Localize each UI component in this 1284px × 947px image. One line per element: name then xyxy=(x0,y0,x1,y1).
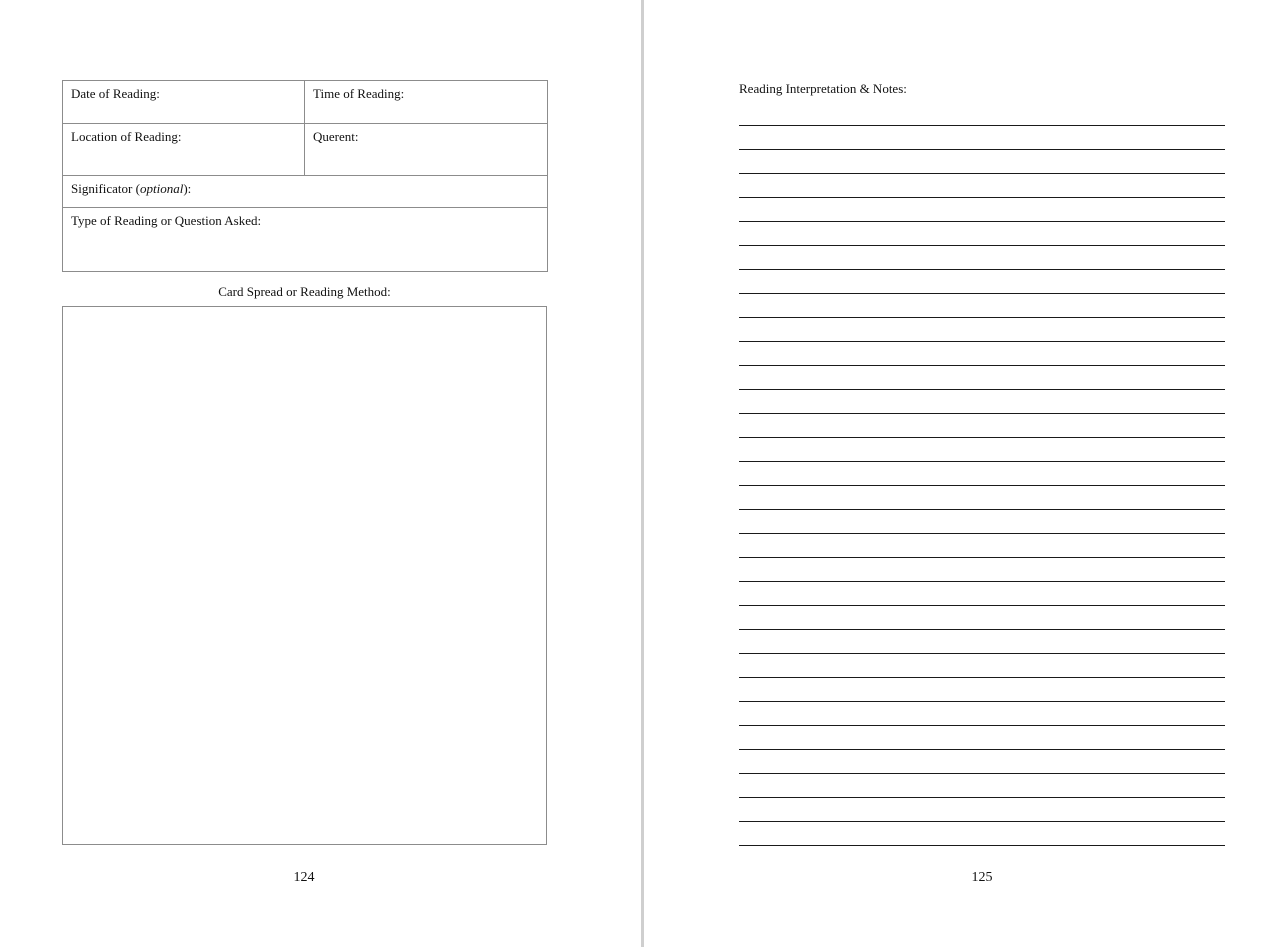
question-asked-field[interactable] xyxy=(63,208,548,272)
notes-line[interactable] xyxy=(739,798,1225,822)
notes-line[interactable] xyxy=(739,174,1225,198)
significator-field[interactable] xyxy=(63,176,548,208)
notes-line[interactable] xyxy=(739,750,1225,774)
date-of-reading-label: Date of Reading: xyxy=(71,86,160,101)
notes-line[interactable] xyxy=(739,414,1225,438)
notes-line[interactable] xyxy=(739,534,1225,558)
location-of-reading-label: Location of Reading: xyxy=(71,129,182,144)
notes-line[interactable] xyxy=(739,342,1225,366)
notes-line[interactable] xyxy=(739,630,1225,654)
page-number-left: 124 xyxy=(293,870,315,885)
notes-line[interactable] xyxy=(739,198,1225,222)
notes-line[interactable] xyxy=(739,462,1225,486)
notes-line[interactable] xyxy=(739,222,1225,246)
notes-line[interactable] xyxy=(739,366,1225,390)
left-page xyxy=(0,0,641,947)
notes-line[interactable] xyxy=(739,390,1225,414)
notes-line[interactable] xyxy=(739,558,1225,582)
notes-line[interactable] xyxy=(739,126,1225,150)
card-spread-label: Card Spread or Reading Method: xyxy=(218,284,391,299)
location-of-reading-field[interactable] xyxy=(63,124,305,176)
notes-line[interactable] xyxy=(739,606,1225,630)
date-of-reading-field[interactable] xyxy=(63,81,305,124)
time-of-reading-label: Time of Reading: xyxy=(313,86,405,101)
reading-details-table xyxy=(62,80,548,272)
significator-optional-note: optional xyxy=(139,181,184,196)
notes-line[interactable] xyxy=(739,822,1225,846)
notes-lines[interactable] xyxy=(739,102,1225,846)
notes-label: Reading Interpretation & Notes: xyxy=(739,81,907,96)
notes-line[interactable] xyxy=(739,582,1225,606)
notes-line[interactable] xyxy=(739,318,1225,342)
right-page xyxy=(644,0,1284,947)
notes-line[interactable] xyxy=(739,246,1225,270)
notes-line[interactable] xyxy=(739,510,1225,534)
notes-line[interactable] xyxy=(739,294,1225,318)
querent-field[interactable] xyxy=(305,124,548,176)
querent-label: Querent: xyxy=(313,129,359,144)
notes-line[interactable] xyxy=(739,774,1225,798)
notes-line[interactable] xyxy=(739,150,1225,174)
significator-label: Significator (optional): xyxy=(71,181,192,196)
notes-line[interactable] xyxy=(739,438,1225,462)
notes-line[interactable] xyxy=(739,702,1225,726)
notes-line[interactable] xyxy=(739,678,1225,702)
notes-line[interactable] xyxy=(739,102,1225,126)
notes-line[interactable] xyxy=(739,270,1225,294)
card-spread-box[interactable] xyxy=(62,306,547,845)
time-of-reading-field[interactable] xyxy=(305,81,548,124)
notes-line[interactable] xyxy=(739,654,1225,678)
page-number-right: 125 xyxy=(971,870,993,885)
question-asked-label: Type of Reading or Question Asked: xyxy=(71,213,262,228)
notes-line[interactable] xyxy=(739,486,1225,510)
notes-line[interactable] xyxy=(739,726,1225,750)
